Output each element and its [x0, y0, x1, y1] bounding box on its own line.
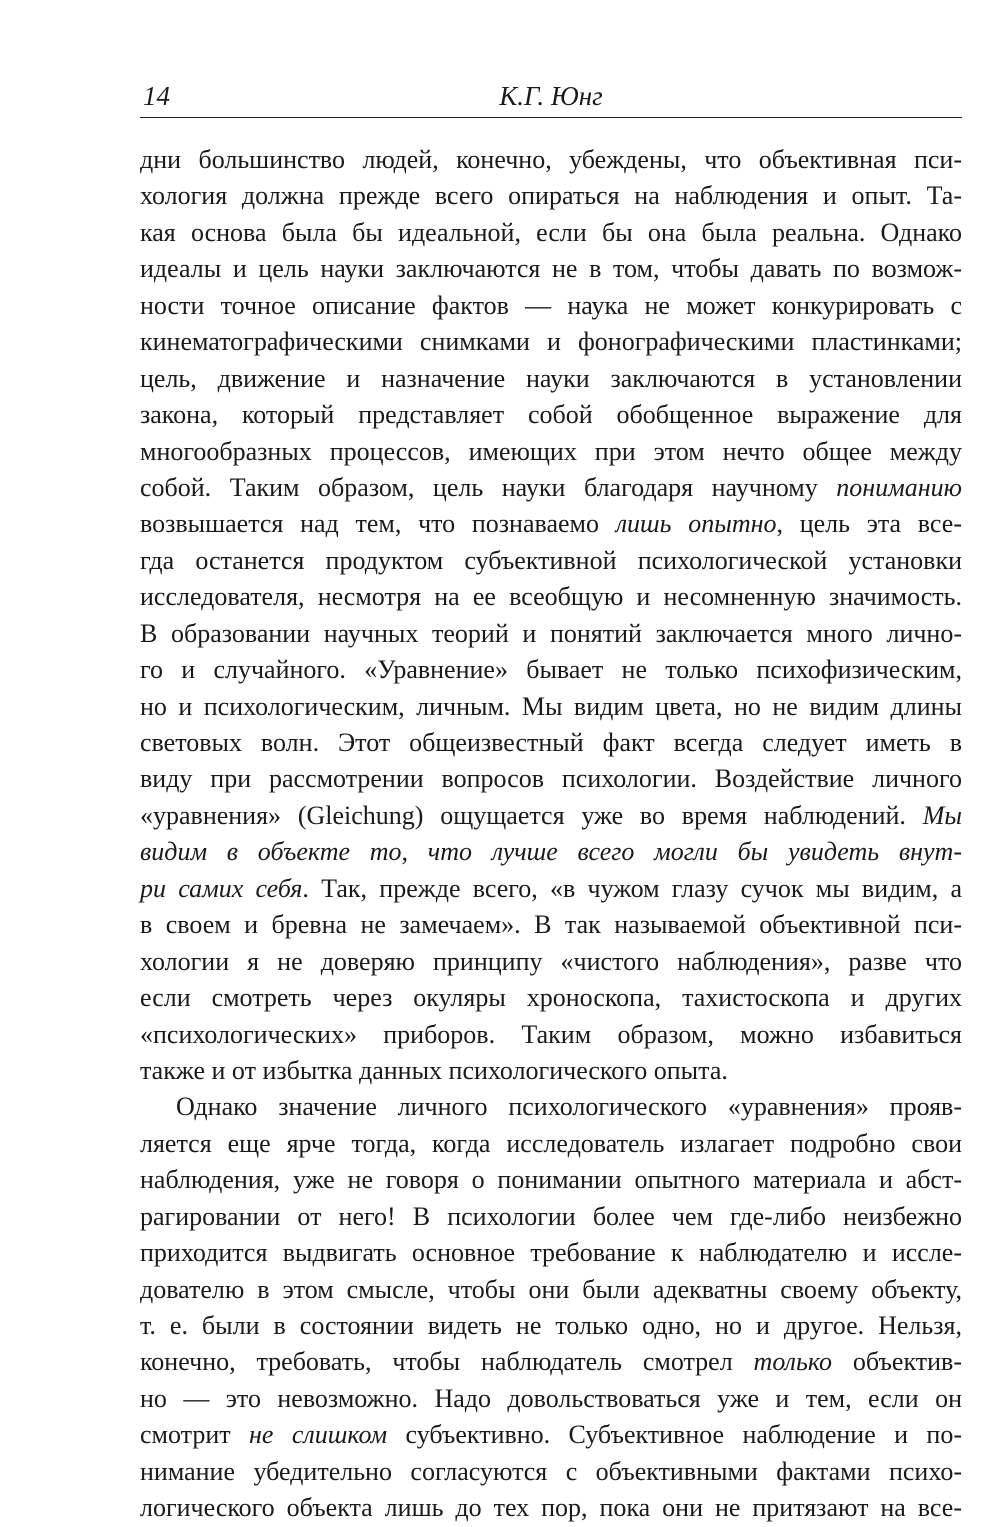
- text-run: го и случайного. «Уравнение» бывает не только психофизическим,: [140, 655, 962, 685]
- text-line: [140, 1053, 962, 1089]
- text-run: кинематографическими снимками и фонографическими пластинками;: [140, 327, 962, 357]
- text-line: [140, 725, 962, 761]
- text-line: [140, 470, 962, 506]
- text-line: [140, 907, 962, 943]
- text-run: собой. Таким образом, цель науки благодаря научному: [140, 472, 837, 502]
- text-run: наблюдения, уже не говоря о понимании опытного материала и абст-: [140, 1165, 962, 1195]
- text-run: «психологических» приборов. Таким образом, можно избавиться: [140, 1019, 962, 1049]
- text-run: но и психологическим, личным. Мы видим цвета, но не видим длины: [140, 691, 962, 721]
- text-line: [140, 1381, 962, 1417]
- text-run: дни большинство людей, конечно, убеждены, что объективная пси-: [140, 145, 962, 174]
- page-number: 14: [143, 81, 170, 111]
- text-run: приходится выдвигать основное требование к наблюдателю и иссле-: [140, 1238, 962, 1268]
- text-line: [140, 1272, 962, 1308]
- text-line: [140, 1162, 962, 1198]
- text-run: «уравнения» (Gleichung) ощущается уже во время наблюдений.: [140, 800, 923, 830]
- text-run: но — это невозможно. Надо довольствоваться уже и тем, если он: [140, 1383, 962, 1413]
- text-run: объектив-: [832, 1347, 962, 1377]
- text-run: если смотреть через окуляры хроноскопа, тахистоскопа и других: [140, 983, 962, 1013]
- text-run: хология должна прежде всего опираться на наблюдения и опыт. Та-: [140, 181, 962, 211]
- text-line: [140, 579, 962, 615]
- text-line: [140, 834, 962, 870]
- text-line: [140, 288, 962, 324]
- text-run: цель, движение и назначение науки заключаются в установлении: [140, 363, 962, 393]
- text-line: [140, 761, 962, 797]
- italic-text: не слишком: [249, 1420, 388, 1450]
- header-rule: [140, 117, 962, 118]
- text-run: дователю в этом смысле, чтобы они были адекватны своему объекту,: [140, 1274, 962, 1304]
- text-line: [140, 652, 962, 688]
- text-line: [140, 1454, 962, 1490]
- text-run: смотрит: [140, 1420, 249, 1450]
- text-run: , цель эта все-: [776, 509, 962, 539]
- text-line: [140, 980, 962, 1016]
- text-line: [140, 1344, 962, 1380]
- text-run: ляется еще ярче тогда, когда исследователь излагает подробно свои: [140, 1128, 962, 1158]
- text-line: [140, 142, 962, 178]
- text-line: [140, 397, 962, 433]
- text-line: [140, 1199, 962, 1235]
- running-head: К.Г. Юнг: [499, 81, 603, 111]
- text-run: в своем и бревна не замечаем». В так называемой объективной пси-: [140, 910, 962, 940]
- text-line: [140, 1490, 962, 1526]
- text-run: конечно, требовать, чтобы наблюдатель смотрел: [140, 1347, 754, 1377]
- text-run: хологии я не доверяю принципу «чистого наблюдения», разве что: [140, 946, 962, 976]
- text-line: [140, 616, 962, 652]
- text-run: субъективно. Субъективное наблюдение и по-: [387, 1420, 962, 1450]
- text-line: [140, 1417, 962, 1453]
- italic-text: лишь опытно: [615, 509, 777, 539]
- text-line: [140, 324, 962, 360]
- text-line: [140, 251, 962, 287]
- italic-text: только: [753, 1347, 833, 1377]
- text-run: т. е. были в состоянии видеть не только одно, но и другое. Нельзя,: [140, 1311, 962, 1340]
- text-line: [140, 506, 962, 542]
- text-line: [140, 1126, 962, 1162]
- text-line: [140, 361, 962, 397]
- italic-text: ри самих себя: [140, 873, 303, 903]
- text-run: . Так, прежде всего, «в чужом глазу сучок мы видим, а: [302, 873, 962, 903]
- text-line: [140, 944, 962, 980]
- text-run: кая основа была бы идеальной, если бы она была реальна. Однако: [140, 217, 962, 247]
- body-text: [140, 142, 962, 1527]
- page-header: [140, 78, 962, 120]
- text-run: световых волн. Этот общеизвестный факт всегда следует иметь в: [140, 728, 962, 757]
- text-line: [140, 1308, 962, 1344]
- text-line: [140, 871, 962, 907]
- text-line: [140, 689, 962, 725]
- text-run: многообразных процессов, имеющих при этом нечто общее между: [140, 436, 962, 466]
- italic-text: пониманию: [836, 472, 962, 502]
- text-run: нимание убедительно согласуются с объективными фактами психо-: [140, 1456, 962, 1486]
- text-run: закона, который представляет собой обобщенное выражение для: [140, 400, 962, 430]
- text-run: логического объекта лишь до тех пор, пока они не притязают на все-: [140, 1493, 962, 1523]
- text-run: Однако значение личного психологического «уравнения» прояв-: [176, 1092, 962, 1122]
- text-run: ности точное описание фактов — наука не может конкурировать с: [140, 290, 962, 320]
- text-run: В образовании научных теорий и понятий заключается много лично-: [140, 618, 962, 648]
- text-run: виду при рассмотрении вопросов психологии. Воздействие личного: [140, 764, 962, 794]
- text-run: также и от избытка данных психологического опыта.: [140, 1055, 728, 1085]
- text-line: [140, 798, 962, 834]
- text-run: идеалы и цель науки заключаются не в том, чтобы давать по возмож-: [140, 254, 962, 284]
- italic-text: Мы: [922, 800, 962, 830]
- text-line: [140, 1235, 962, 1271]
- text-run: рагировании от него! В психологии более чем где-либо неизбежно: [140, 1201, 962, 1231]
- text-line: [140, 1089, 962, 1125]
- text-line: [140, 215, 962, 251]
- text-line: [140, 1017, 962, 1053]
- text-run: гда останется продуктом субъективной психологической установки: [140, 545, 962, 575]
- italic-text: видим в объекте то, что лучше всего могли бы увидеть внут-: [140, 837, 962, 867]
- text-run: возвышается над тем, что познаваемо: [140, 509, 616, 539]
- text-line: [140, 178, 962, 214]
- text-line: [140, 543, 962, 579]
- text-run: исследователя, несмотря на ее всеобщую и несомненную значимость.: [140, 582, 962, 612]
- text-line: [140, 434, 962, 470]
